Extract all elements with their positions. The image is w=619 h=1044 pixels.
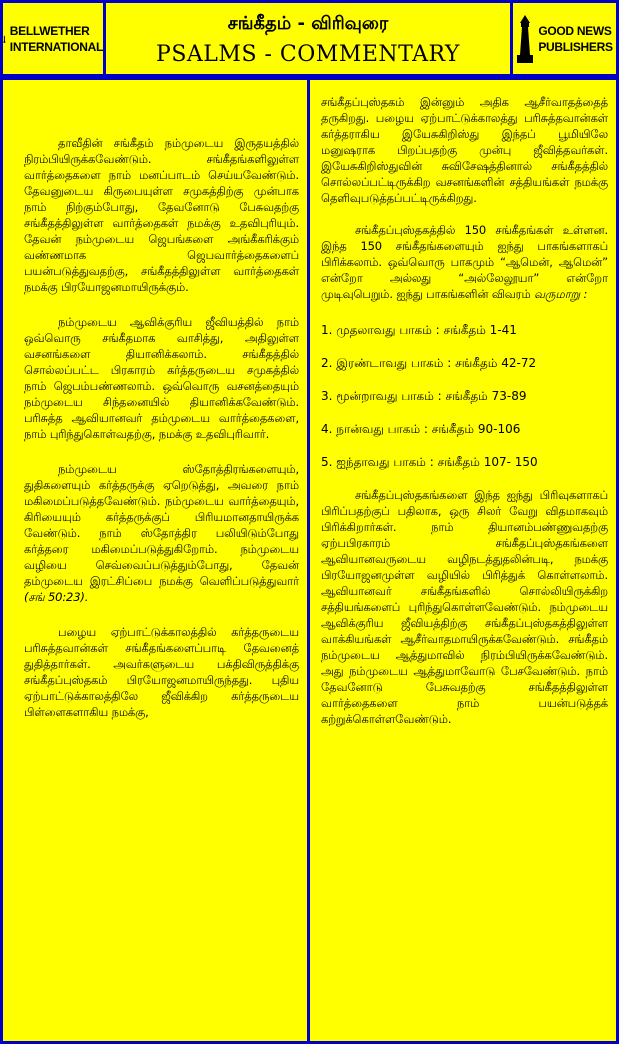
paragraph: தாவீதின் சங்கீதம் நம்முடைய இருதயத்தில் நிரம்பியிருக்கவேண்டும். சங்கீதங்களிலுள்ள வார்த்தைகளை நாம் மனப்பாடம் செய்யவேண்டும். தேவனுடைய கிருபையுள்ள சமுகத்திற்கு முன்பாக நாம் நிற்கும்போது, தேவனோடு பேசுவதற்கு சங்கீதத்திலுள்ள வார்த்தைகள் நமக்கு உதவிபுரியும். தேவன் நம்முடைய ஜெபங்களை அங்கீகரிக்கும் வண்ணமாக ஜெபவார்த்தைகளைப் பயன்படுத்துவதற்கு, சங்கீதத்திலுள்ள வார்த்தைகள் நமக்கு பிரயோஜனமாயிருக்கும். <box>24 136 299 294</box>
title-english: PSALMS - COMMENTARY <box>156 42 460 67</box>
title-box <box>106 3 510 74</box>
title-tamil: சங்கீதம் - விரிவுரை <box>227 13 389 34</box>
paragraph-text: சங்கீதப்புஸ்தகத்தில் 150 சங்கீதங்கள் உள்ளன. இந்த 150 சங்கீதங்களையும் ஐந்து பாகங்களாகப் பிரிக்கலாம். ஒவ்வொரு பாகமும் “ஆமென், ஆமென்” என்றோ அல்லது “அல்லேலூயா” என்றோ முடிவுபெறும். ஐந்து பாகங்களின் விவரம் <box>321 223 608 301</box>
list-item: 4. நான்வது பாகம் : சங்கீதம் 90-106 <box>321 422 521 436</box>
publisher-right-line1: GOOD NEWS <box>538 23 612 38</box>
list-item: 2. இரண்டாவது பாகம் : சங்கீதம் 42-72 <box>321 356 537 370</box>
paragraph: நம்முடைய ஆவிக்குரிய ஜீவியத்தில் நாம் ஒவ்வொரு சங்கீதமாக வாசித்து, அதிலுள்ள வசனங்களை தியானிக்கலாம். சங்கீதத்தில் சொல்லப்பட்ட பிரகாரம் கர்த்தருடைய சமுகத்தில் நாம் ஜெபம்பண்ணலாம். ஒவ்வொரு வசனத்தையும் நம்முடைய சிந்தனையில் தியானிக்கவேண்டும். பரிசுத்த ஆவியானவர் தம்முடைய வார்த்தைகளை, நாம் புரிந்துகொள்வதற்கு, நமக்கு உதவிபுரிவார். <box>24 315 299 441</box>
list-item: 3. மூன்றாவது பாகம் : சங்கீதம் 73-89 <box>321 389 527 403</box>
publisher-logo-left <box>3 3 103 74</box>
paragraph: சங்கீதப்புஸ்தகம் இன்னும் அதிக ஆசீர்வாதத்தைத் தருகிறது. பழைய ஏற்பாட்டுக்காலத்து பரிசுத்தவான்கள் கர்த்தராகிய இயேசுகிறிஸ்து இந்தப் பூமியிலே மனுஷராக பிறப்பதற்கு முன்பு ஜீவித்தவர்கள். இயேசுகிறிஸ்துவின் சுவிசேஷத்தினால் சங்கீதத்தில் சொல்லப்பட்டிருக்கிற வசனங்களின் சத்தியங்கள் நமக்கு தெளிவுபடுத்தப்பட்டிருக்கிறது. <box>321 95 608 205</box>
paragraph-text-italic: வருமாறு : <box>534 287 588 301</box>
paragraph <box>321 222 608 302</box>
publisher-right-line2: PUBLISHERS <box>538 39 613 54</box>
scripture-reference: (சங் 50:23). <box>24 590 89 604</box>
publisher-logo-right <box>513 3 616 74</box>
list-item: 5. ஐந்தாவது பாகம் : சங்கீதம் 107- 150 <box>321 455 538 469</box>
paragraph: சங்கீதப்புஸ்தகங்களை இந்த ஐந்து பிரிவுகளாகப் பிரிப்பதற்குப் பதிலாக, ஒரு சிலர் வேறு விதமாகவும் பிரிக்கிறார்கள். நாம் தியானம்பண்ணுவதற்கு ஏற்பபிரகாரம் சங்கீதப்புஸ்தகங்களை ஆவியானவருடைய வழிநடத்துதலின்படி, நமக்கு பிரயோஜனமுள்ள வழியில் பிரித்துக் கொள்ளலாம். ஆவியானவர் சங்கீதங்களில் சொல்லியிருக்கிற சத்தியங்களைப் புரிந்துகொள்ளவேண்டும். நம்முடைய ஆவிக்குரிய ஜீவியத்திற்கு சங்கீதப்புஸ்தகத்திலுள்ள வாக்கியங்கள் ஆசீர்வாதமாயிருக்கவேண்டும். சங்கீதம் நம்முடைய ஆத்துமாவில் நிரம்பியிருக்கவேண்டும். அது நம்முடைய ஆத்துமாவோடு பேசவேண்டும். நாம் தேவனோடு பேசுவதற்கு சங்கீதத்திலுள்ள வார்த்தைகளை நாம் பயன்படுத்தக் கற்றுக்கொள்ளவேண்டும். <box>321 488 608 726</box>
right-column <box>310 80 616 1041</box>
paragraph-text: நம்முடைய ஸ்தோத்திரங்களையும், துதிகளையும் கர்த்தருக்கு ஏறெடுத்து, அவரை நாம் மகிமைப்படுத்தவேண்டும். நம்முடைய வார்த்தையும், கிரியையும் கர்த்தருக்குப் பிரியமானதாயிருக்க வேண்டும். நாம் ஸ்தோத்திர பலியிடும்போது கர்த்தரை மகிமைப்படுத்துகிறோம். நம்முடைய வழியை செவ்வைப்படுத்தும்போது, தேவன் தம்முடைய இரட்சிப்பை நமக்கு வெளிப்படுத்துவார் <box>24 462 299 588</box>
publisher-left-line2: INTERNATIONAL <box>9 39 103 54</box>
lighthouse-icon <box>516 15 534 63</box>
paragraph <box>24 461 299 605</box>
list-item: 1. முதலாவது பாகம் : சங்கீதம் 1-41 <box>321 323 517 337</box>
left-column <box>3 80 307 1041</box>
paragraph: பழைய ஏற்பாட்டுக்காலத்தில் கர்த்தருடைய பரிசுத்தவான்கள் சங்கீதங்களைப்பாடி தேவனைத் துதித்தார்கள். அவர்களுடைய பக்திவிருத்திக்கு சங்கீதப்புஸ்தகம் பிரயோஜனமாயிருந்தது. புதிய ஏற்பாட்டுக்காலத்திலே ஜீவிக்கிற கர்த்தருடைய பிள்ளைகளாகிய நமக்கு, <box>24 625 299 719</box>
publisher-left-line1: BELLWETHER <box>9 23 90 38</box>
tower-icon <box>3 15 6 63</box>
header <box>0 0 619 77</box>
